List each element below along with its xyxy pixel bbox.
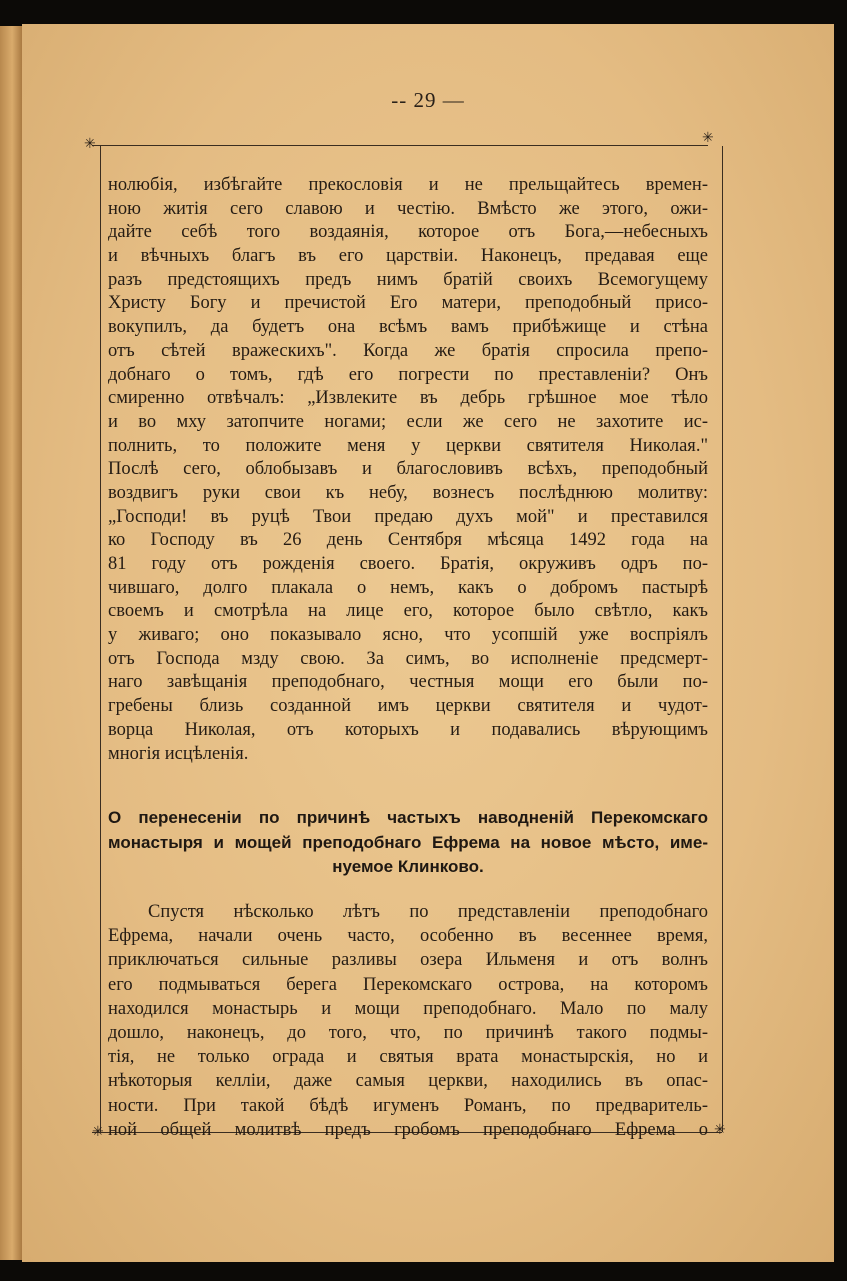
frame-rule-top [92, 145, 708, 146]
text-line: ности. При такой бѣдѣ игуменъ Романъ, по предваритель- [108, 1095, 708, 1116]
text-line: отъ Господа мзду свою. За симъ, во исполненіе предсмерт- [108, 648, 708, 669]
corner-ornament-icon: ✳ [714, 1123, 726, 1138]
text-line: наго завѣщанія преподобнаго, честныя мощи его были по- [108, 672, 708, 693]
text-line: нолюбія, избѣгайте прекословія и не прельщайтесь времен- [108, 175, 708, 195]
text-line: Христу Богу и пречистой Его матери, преподобный присо- [108, 293, 708, 314]
text-line: добнаго о томъ, гдѣ его погрести по преставленіи? Онъ [108, 364, 708, 385]
text-line: ворца Николая, отъ которыхъ и подавались вѣрующимъ [108, 719, 708, 740]
text-line: смиренно отвѣчалъ: „Извлеките въ дебрь грѣшное мое тѣло [108, 388, 708, 409]
text-line: разъ предстоящихъ предъ нимъ братій своихъ Всемогущему [108, 269, 708, 290]
text-line: его подмываться берега Перекомскаго острова, на которомъ [108, 974, 708, 995]
text-line: воздвигъ руки свои къ небу, вознесъ послѣднюю молитву: [108, 482, 708, 503]
book-page [22, 24, 834, 1262]
section-paragraph [108, 900, 708, 1142]
text-line: чившаго, долго плакала о немъ, какъ о добромъ пастырѣ [108, 577, 708, 598]
corner-ornament-icon: ✳ [92, 1125, 104, 1140]
page-number: -- 29 — [391, 88, 465, 112]
text-line: тія, не только ограда и святыя врата монастырскія, но и [108, 1047, 708, 1068]
text-line: Ефрема, начали очень часто, особенно въ весеннее время, [108, 926, 708, 947]
corner-ornament-icon: ✳ [84, 137, 96, 152]
text-line: Послѣ сего, облобызавъ и благословивъ всѣхъ, преподобный [108, 459, 708, 480]
book-spine-edge [0, 26, 22, 1260]
text-line: приключаться сильные разливы озера Ильменя и отъ волнъ [108, 950, 708, 971]
frame-rule-left [100, 146, 101, 1132]
text-line: гребены близь созданной имъ церкви святителя и чудот- [108, 696, 708, 717]
text-line: вокупилъ, да будетъ она всѣмъ вамъ прибѣжище и стѣна [108, 317, 708, 338]
text-line: 81 году отъ рожденія своего. Братія, окруживъ одръ по- [108, 554, 708, 574]
text-line: и вѣчныхъ благъ въ его царствіи. Наконецъ, предавая еще [108, 246, 708, 267]
text-line: своемъ и смотрѣла на лице его, которое было свѣтло, какъ [108, 601, 708, 622]
text-line: у живаго; оно показывало ясно, что усопшій уже воспріялъ [108, 625, 708, 646]
text-line: ко Господу въ 26 день Сентября мѣсяца 1492 года на [108, 530, 708, 551]
text-line: дайте себѣ того воздаянія, которое отъ Бога,—небесныхъ [108, 222, 708, 243]
body-paragraph [108, 174, 708, 766]
text-line: „Господи! въ руцѣ Твои предаю духъ мой" и преставился [108, 506, 708, 527]
text-line: ной общей молитвѣ предъ гробомъ преподобнаго Ефрема о [108, 1119, 708, 1140]
text-line: нѣкоторыя келліи, даже самыя церкви, находились въ опас- [108, 1071, 708, 1092]
text-line: многія исцѣленія. [108, 743, 249, 764]
frame-rule-right [722, 146, 723, 1132]
text-line: и во мху затопчите ногами; если же сего не захотите ис- [108, 411, 708, 432]
heading-line: монастыря и мощей преподобнаго Ефрема на новое мѣсто, име- [108, 832, 708, 852]
text-line: полнить, то положите меня у церкви святителя Николая." [108, 435, 708, 456]
corner-ornament-icon: ✳ [702, 131, 714, 146]
text-line: дошло, наконецъ, до того, что, по причинѣ такого подмы- [108, 1022, 708, 1043]
text-line: ною житія сего славою и честію. Вмѣсто же этого, ожи- [108, 198, 708, 219]
heading-line: нуемое Клинково. [332, 857, 484, 876]
text-line: отъ сѣтей вражескихъ". Когда же братія спросила препо- [108, 340, 708, 361]
text-line: находился монастырь и мощи преподобнаго. Мало по малу [108, 998, 708, 1019]
section-heading [108, 806, 708, 880]
heading-line: О перенесеніи по причинѣ частыхъ наводненій Перекомскаго [108, 808, 708, 827]
text-line: Спустя нѣсколько лѣтъ по представленіи преподобнаго [148, 902, 708, 922]
